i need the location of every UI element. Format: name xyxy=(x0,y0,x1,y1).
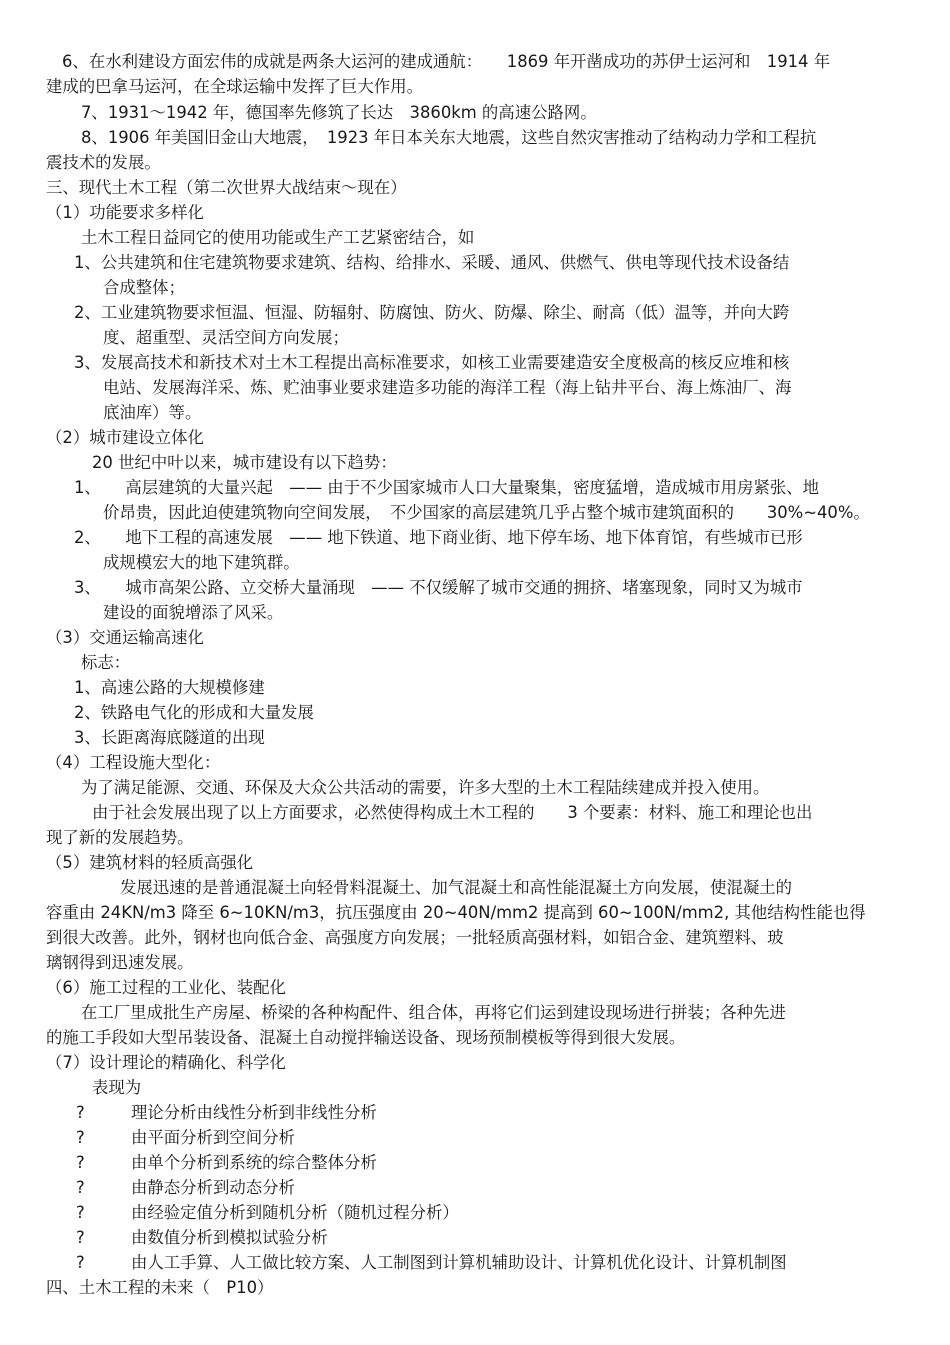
subsection-1-item-1-line-1: 1、公共建筑和住宅建筑物要求建筑、结构、给排水、采暖、通风、供燃气、供电等现代技术设备结 xyxy=(74,253,790,272)
subsection-2-item-1-line-2: 价昂贵，因此迫使建筑物向空间发展， 不少国家的高层建筑几乎占整个城市建筑面积的 30%~40%。 xyxy=(103,503,870,522)
subsection-2-heading: （2）城市建设立体化 xyxy=(46,428,204,447)
subsection-7-item-2: 由平面分析到空间分析 xyxy=(131,1128,295,1147)
subsection-2-item-3-line-2: 建设的面貌增添了风采。 xyxy=(103,603,284,622)
subsection-2-intro: 20 世纪中叶以来，城市建设有以下趋势： xyxy=(92,453,397,472)
subsection-5-line-2: 容重由 24KN/m3 降至 6~10KN/m3，抗压强度由 20~40N/mm2 提高到 60~100N/mm2, 其他结构性能也得 xyxy=(46,903,866,922)
subsection-1-item-2-line-2: 度、超重型、灵活空间方向发展； xyxy=(103,328,349,347)
bullet-marker: ? xyxy=(76,1228,85,1247)
paragraph-8-line-2: 震技术的发展。 xyxy=(46,153,161,172)
subsection-7-item-4: 由静态分析到动态分析 xyxy=(131,1178,295,1197)
subsection-7-intro: 表现为 xyxy=(92,1078,142,1097)
subsection-1-item-2-line-1: 2、工业建筑物要求恒温、恒湿、防辐射、防腐蚀、防火、防爆、除尘、耐高（低）温等，并向大跨 xyxy=(74,303,790,322)
subsection-6-heading: （6）施工过程的工业化、装配化 xyxy=(46,978,286,997)
subsection-2-item-2-line-1: 2、 地下工程的高速发展 —— 地下铁道、地下商业街、地下停车场、地下体育馆，有些城市已形 xyxy=(74,528,803,547)
section-4-heading: 四、土木工程的未来（ P10） xyxy=(46,1278,274,1297)
bullet-marker: ? xyxy=(76,1153,85,1172)
subsection-7-item-7: 由人工手算、人工做比较方案、人工制图到计算机辅助设计、计算机优化设计、计算机制图 xyxy=(131,1253,787,1272)
subsection-6-line-2: 的施工手段如大型吊装设备、混凝土自动搅拌输送设备、现场预制模板等得到很大发展。 xyxy=(46,1028,686,1047)
subsection-1-item-3-line-2: 电站、发展海洋采、炼、贮油事业要求建造多功能的海洋工程（海上钻井平台、海上炼油厂、海 xyxy=(103,378,792,397)
section-3-heading: 三、现代土木工程（第二次世界大战结束～现在） xyxy=(46,178,407,197)
subsection-3-item-3: 3、长距离海底隧道的出现 xyxy=(74,728,265,747)
paragraph-7: 7、1931～1942 年，德国率先修筑了长达 3860km 的高速公路网。 xyxy=(81,103,597,122)
subsection-2-item-3-line-1: 3、 城市高架公路、立交桥大量涌现 —— 不仅缓解了城市交通的拥挤、堵塞现象，同时又为城市 xyxy=(74,578,803,597)
subsection-7-item-3: 由单个分析到系统的综合整体分析 xyxy=(131,1153,377,1172)
subsection-1-item-1-line-2: 合成整体； xyxy=(103,278,185,297)
subsection-7-item-1: 理论分析由线性分析到非线性分析 xyxy=(131,1103,377,1122)
bullet-marker: ? xyxy=(76,1178,85,1197)
bullet-marker: ? xyxy=(76,1128,85,1147)
subsection-7-item-5: 由经验定值分析到随机分析（随机过程分析） xyxy=(131,1203,459,1222)
paragraph-8-line-1: 8、1906 年美国旧金山大地震， 1923 年日本关东大地震，这些自然灾害推动了结构动力学和工程抗 xyxy=(81,128,817,147)
subsection-1-heading: （1）功能要求多样化 xyxy=(46,203,204,222)
subsection-3-item-1: 1、高速公路的大规模修建 xyxy=(74,678,265,697)
subsection-1-item-3-line-3: 底油库）等。 xyxy=(103,403,202,422)
subsection-5-line-3: 到很大改善。此外，钢材也向低合金、高强度方向发展；一批轻质高强材料，如铝合金、建筑塑料、玻 xyxy=(46,928,784,947)
subsection-5-line-4: 璃钢得到迅速发展。 xyxy=(46,953,194,972)
subsection-5-heading: （5）建筑材料的轻质高强化 xyxy=(46,853,254,872)
subsection-2-item-1-line-1: 1、 高层建筑的大量兴起 —— 由于不少国家城市人口大量聚集，密度猛增，造成城市用房紧张、地 xyxy=(74,478,820,497)
bullet-marker: ? xyxy=(76,1253,85,1272)
subsection-4-line-1: 为了满足能源、交通、环保及大众公共活动的需要，许多大型的土木工程陆续建成并投入使用。 xyxy=(81,778,770,797)
subsection-4-line-2: 由于社会发展出现了以上方面要求，必然使得构成土木工程的 3 个要素：材料、施工和理论也出 xyxy=(92,803,813,822)
subsection-5-line-1: 发展迅速的是普通混凝土向轻骨料混凝土、加气混凝土和高性能混凝土方向发展，使混凝土的 xyxy=(120,878,793,897)
subsection-7-item-6: 由数值分析到模拟试验分析 xyxy=(131,1228,328,1247)
subsection-2-item-2-line-2: 成规模宏大的地下建筑群。 xyxy=(103,553,300,572)
subsection-3-item-2: 2、铁路电气化的形成和大量发展 xyxy=(74,703,314,722)
subsection-1-intro: 土木工程日益同它的使用功能或生产工艺紧密结合，如 xyxy=(81,228,475,247)
bullet-marker: ? xyxy=(76,1103,85,1122)
bullet-marker: ? xyxy=(76,1203,85,1222)
subsection-3-heading: （3）交通运输高速化 xyxy=(46,628,204,647)
subsection-1-item-3-line-1: 3、发展高技术和新技术对土木工程提出高标准要求，如核工业需要建造安全度极高的核反应堆和核 xyxy=(74,353,790,372)
subsection-7-heading: （7）设计理论的精确化、科学化 xyxy=(46,1053,286,1072)
subsection-6-line-1: 在工厂里成批生产房屋、桥梁的各种构配件、组合体，再将它们运到建设现场进行拼装；各种先进 xyxy=(81,1003,786,1022)
subsection-4-line-3: 现了新的发展趋势。 xyxy=(46,828,194,847)
subsection-4-heading: （4）工程设施大型化： xyxy=(46,753,221,772)
paragraph-6-line-2: 建成的巴拿马运河，在全球运输中发挥了巨大作用。 xyxy=(46,77,423,96)
subsection-3-intro: 标志： xyxy=(81,653,131,672)
paragraph-6-line-1: 6、在水利建设方面宏伟的成就是两条大运河的建成通航： 1869 年开凿成功的苏伊士运河和 1914 年 xyxy=(62,52,831,71)
